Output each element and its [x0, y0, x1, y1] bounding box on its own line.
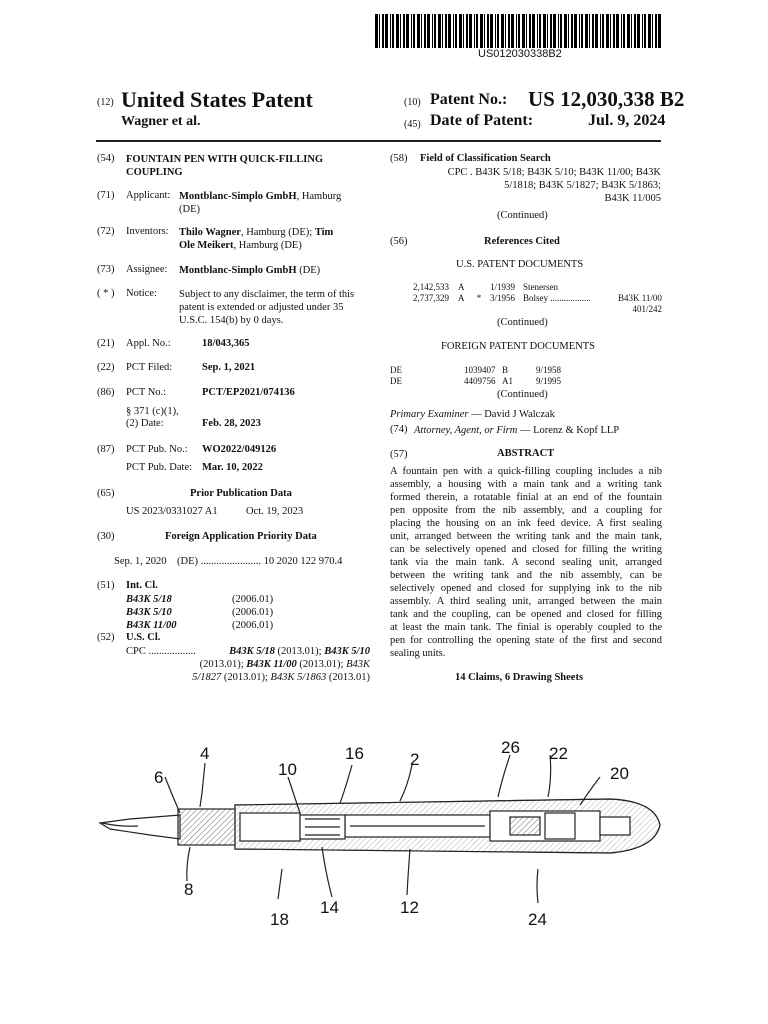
- document-title: United States Patent: [121, 87, 313, 112]
- field-code: (21): [97, 338, 115, 349]
- inventors-label: Inventors:: [126, 226, 169, 237]
- ref-label-2: 2: [410, 750, 420, 769]
- abstract-line: selectively opened and closed for supplying ink to the nib: [390, 583, 662, 594]
- date-value: Jul. 9, 2024: [588, 112, 666, 129]
- ref-label-22: 22: [549, 744, 568, 763]
- continued-note: (Continued): [497, 389, 548, 400]
- abstract-line: tank via the main tank. A second sealing unit, arranged: [390, 557, 662, 568]
- barcode: [375, 14, 662, 48]
- abstract-line: between the writing tank and the nib assembly, can be: [390, 570, 662, 581]
- foreign-patents-table: DE 1039407 B 9/1958 DE 4409756 A1 9/1995: [390, 365, 562, 386]
- abstract-heading: ABSTRACT: [497, 448, 555, 459]
- field-code: (71): [97, 190, 115, 201]
- foreign-priority-entry: Sep. 1, 2020 (DE) ....................... 10 2020 122 970.4: [114, 556, 343, 567]
- ref-label-8: 8: [184, 880, 194, 899]
- notice-label: Notice:: [126, 288, 157, 299]
- foreign-priority-heading: Foreign Application Priority Data: [165, 531, 317, 542]
- barcode-number: US012030338B2: [478, 48, 562, 60]
- primary-examiner: Primary Examiner — David J Walczak: [390, 409, 555, 420]
- references-heading: References Cited: [484, 236, 560, 247]
- ref-label-20: 20: [610, 764, 629, 783]
- abstract-line: sealing units.: [390, 648, 446, 659]
- field-code: (22): [97, 362, 115, 373]
- appl-no-label: Appl. No.:: [126, 338, 171, 349]
- field-search-text: CPC . B43K 5/18; B43K 5/10; B43K 11/00; B43K 5/1818; B43K 5/1827; B43K 5/1863; B43K 11/005: [447, 167, 661, 204]
- attorney: Attorney, Agent, or Firm — Lorenz & Kopf LLP: [414, 425, 620, 436]
- ref-label-18: 18: [270, 910, 289, 929]
- int-cl-heading: Int. Cl.: [126, 580, 158, 591]
- date-code: (45): [404, 119, 421, 130]
- pct-filed-label: PCT Filed:: [126, 362, 173, 373]
- abstract-line: pen for controlling the opening state of the first and second: [390, 635, 662, 646]
- pct-pub-no-label: PCT Pub. No.:: [126, 444, 188, 455]
- foreign-patents-heading: FOREIGN PATENT DOCUMENTS: [441, 341, 596, 352]
- field-code: (30): [97, 531, 115, 542]
- applicant-label: Applicant:: [126, 190, 171, 201]
- prior-publication-number: US 2023/0331027 A1: [126, 506, 218, 517]
- date-label: Date of Patent:: [430, 112, 534, 129]
- pct-pub-date-label: PCT Pub. Date:: [126, 462, 193, 473]
- authors: Wagner et al.: [121, 114, 201, 129]
- section-371-label: § 371 (c)(1),: [126, 406, 179, 417]
- prior-publication-heading: Prior Publication Data: [190, 488, 292, 499]
- inventors-value: Thilo Wagner, Hamburg (DE); Tim Ole Meikert, Hamburg (DE): [179, 227, 334, 251]
- abstract-line: placing the housing on an ink feed device. A first sealing: [390, 518, 662, 529]
- field-code: (52): [97, 632, 115, 643]
- field-code: (51): [97, 580, 115, 591]
- ref-label-10: 10: [278, 760, 297, 779]
- assignee-label: Assignee:: [126, 264, 168, 275]
- field-code: (73): [97, 264, 115, 275]
- kind-code: (12): [97, 97, 114, 108]
- continued-note: (Continued): [497, 210, 548, 221]
- abstract-line: at least the main tank. The finial is operably coupled to the: [390, 622, 662, 633]
- ref-label-26: 26: [501, 738, 520, 757]
- patent-no-label: Patent No.:: [430, 91, 508, 108]
- field-code: ( * ): [97, 288, 115, 299]
- field-code: (74): [390, 424, 408, 435]
- field-code: (56): [390, 236, 408, 247]
- abstract-line: formed therein, a rotatable finial at an end of the fountain: [390, 492, 662, 503]
- section-371-date-label: (2) Date:: [126, 418, 164, 429]
- ref-label-16: 16: [345, 744, 364, 763]
- ref-label-12: 12: [400, 898, 419, 917]
- field-code: (87): [97, 444, 115, 455]
- pen-drawing: [90, 735, 670, 935]
- abstract-line: pen opposite from the nib assembly, and a coupling for: [390, 505, 662, 516]
- pct-pub-date-value: Mar. 10, 2022: [202, 462, 263, 473]
- pct-pub-no-value: WO2022/049126: [202, 444, 277, 455]
- pct-no-value: PCT/EP2021/074136: [202, 387, 295, 398]
- section-371-date-value: Feb. 28, 2023: [202, 418, 261, 429]
- field-code: (57): [390, 449, 408, 460]
- us-cl-cpc: CPC .................. B43K 5/18 (2013.01); B43K 5/10 (2013.01); B43K 11/00 (2013.01); B43K 5/1827 (2013.01); B43K 5/1863 (2013.01): [126, 646, 370, 683]
- continued-note: (Continued): [497, 317, 548, 328]
- abstract-line: assembly. A third sealing unit, arranged between the main: [390, 596, 662, 607]
- us-patents-table: 2,142,533 A 1/1939 Stenersen 2,737,329 A * 3/1956 Bolsey .................. B43K 11/00 401/242: [413, 282, 662, 314]
- invention-title: FOUNTAIN PEN WITH QUICK-FILLING COUPLING: [126, 154, 324, 178]
- ref-label-14: 14: [320, 898, 339, 917]
- assignee-value: Montblanc-Simplo GmbH (DE): [179, 265, 321, 276]
- prior-publication-date: Oct. 19, 2023: [246, 506, 304, 517]
- appl-no-value: 18/043,365: [202, 338, 250, 349]
- int-cl-table: B43K 5/18 (2006.01) B43K 5/10 (2006.01) B43K 11/00 (2006.01): [126, 594, 274, 631]
- header-rule: [96, 140, 661, 142]
- abstract-line: A fountain pen with a quick-filling coupling includes a nib: [390, 466, 662, 477]
- applicant-value: Montblanc-Simplo GmbH, Hamburg (DE): [179, 191, 342, 215]
- us-patents-heading: U.S. PATENT DOCUMENTS: [456, 259, 584, 270]
- abstract-line: unit, arranged between the writing tank and the main tank,: [390, 531, 662, 542]
- claims-summary: 14 Claims, 6 Drawing Sheets: [455, 672, 584, 683]
- us-cl-heading: U.S. Cl.: [126, 632, 161, 643]
- abstract-line: tank and the coupling, can be opened and closed for filling: [390, 609, 662, 620]
- field-code: (72): [97, 226, 115, 237]
- ref-label-24: 24: [528, 910, 547, 929]
- abstract-line: assembly, a housing with a main tank and a writing tank: [390, 479, 662, 490]
- patent-no-value: US 12,030,338 B2: [528, 87, 685, 111]
- pct-filed-value: Sep. 1, 2021: [202, 362, 256, 373]
- abstract-line: can be selectively opened and closed for filling the writing: [390, 544, 662, 555]
- pct-no-label: PCT No.:: [126, 387, 167, 398]
- field-code: (58): [390, 153, 408, 164]
- field-code: (86): [97, 387, 115, 398]
- field-code: (54): [97, 153, 115, 164]
- notice-text: Subject to any disclaimer, the term of this patent is extended or adjusted under 35 U.S.C. 154(b) by 0 days.: [179, 289, 355, 326]
- ref-label-4: 4: [200, 744, 210, 763]
- patent-no-code: (10): [404, 97, 421, 108]
- abstract-text: [390, 465, 662, 660]
- field-code: (65): [97, 488, 115, 499]
- ref-label-6: 6: [154, 768, 164, 787]
- field-search-heading: Field of Classification Search: [420, 153, 551, 164]
